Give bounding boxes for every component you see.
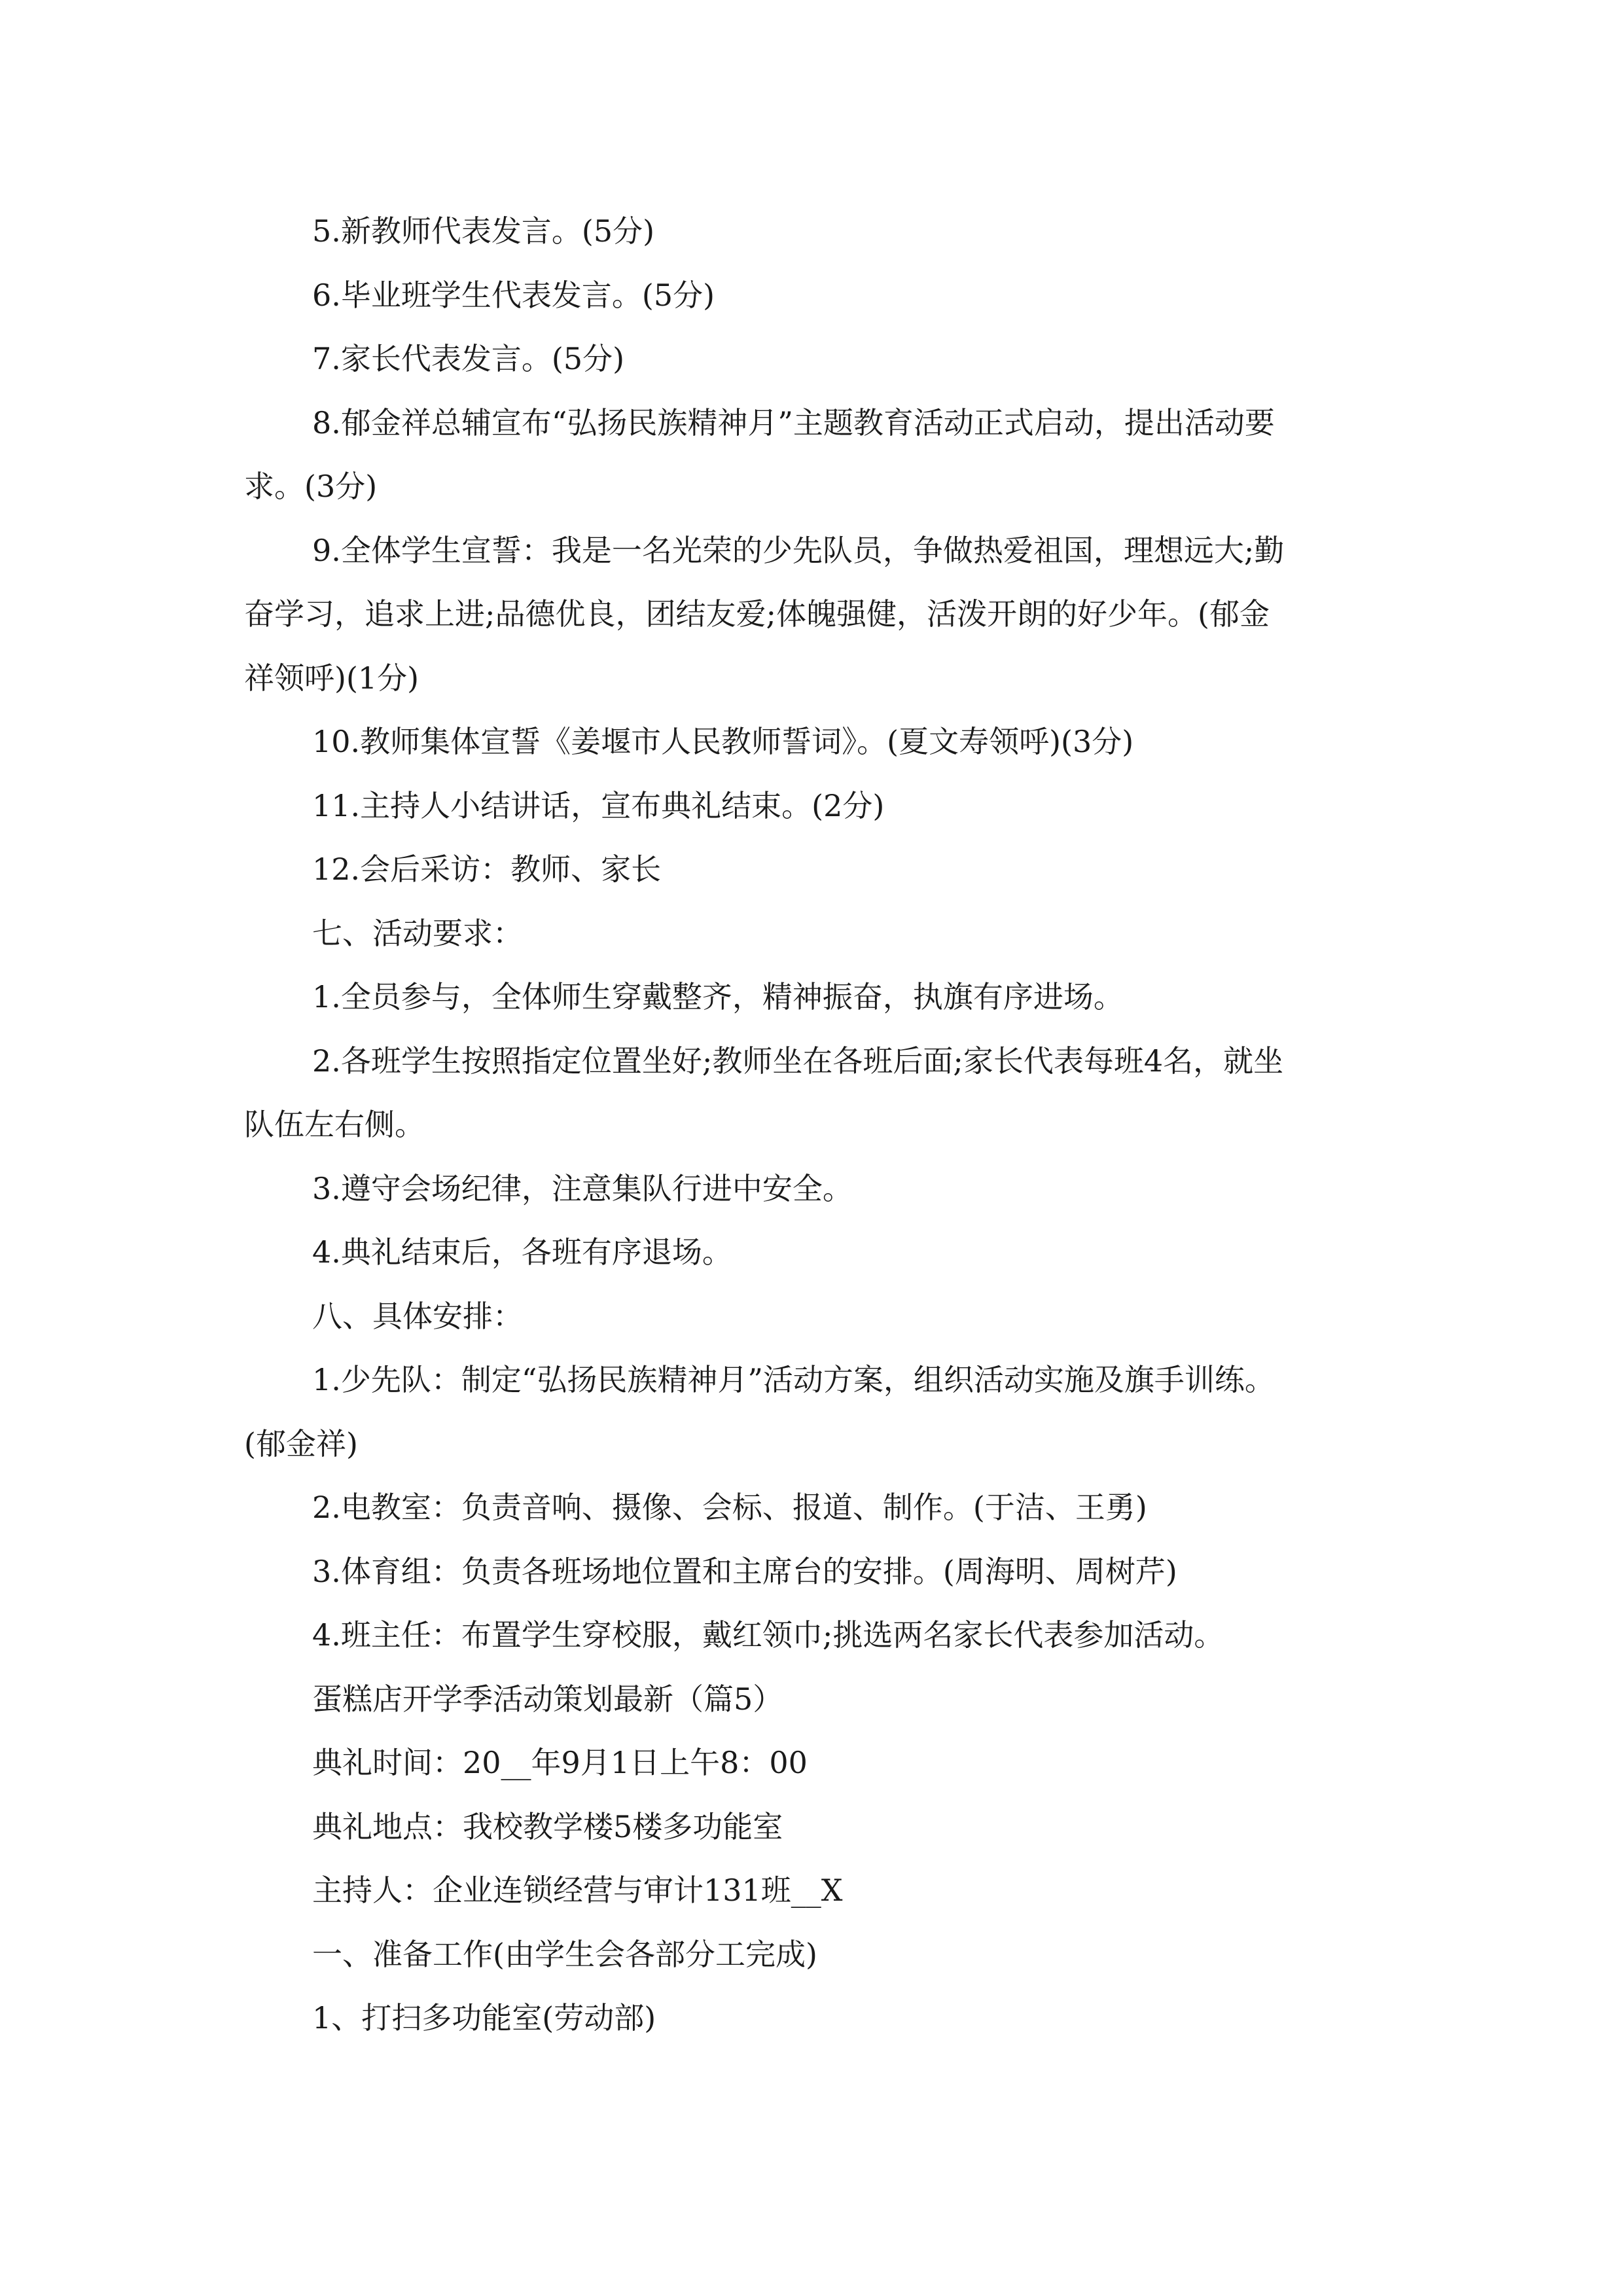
list-item-9: 9.全体学生宣誓：我是一名光荣的少先队员，争做热爱祖国，理想远大;勤 [312,532,1285,568]
arrangement-item-1: 1.少先队：制定“弘扬民族精神月”活动方案，组织活动实施及旗手训练。 [312,1362,1275,1397]
list-item-7: 7.家长代表发言。(5分) [312,341,625,376]
section-heading-requirements: 七、活动要求： [312,915,523,951]
ceremony-host: 主持人：企业连锁经营与审计131班__X [312,1873,843,1908]
list-item-6: 6.毕业班学生代表发言。(5分) [312,277,715,313]
list-item-9-continuation-2: 祥领呼)(1分) [244,660,419,696]
arrangement-item-3: 3.体育组：负责各班场地位置和主席台的安排。(周海明、周树芹) [312,1553,1177,1589]
section-heading-preparation: 一、准备工作(由学生会各部分工完成) [312,1936,817,1972]
article-title: 蛋糕店开学季活动策划最新（篇5） [312,1681,783,1717]
requirement-item-1: 1.全员参与，全体师生穿戴整齐，精神振奋，执旗有序进场。 [312,979,1124,1014]
list-item-10: 10.教师集体宣誓《姜堰市人民教师誓词》。(夏文寿领呼)(3分) [312,724,1134,759]
arrangement-item-1-continuation: (郁金祥) [244,1426,358,1462]
section-heading-arrangements: 八、具体安排： [312,1298,523,1334]
requirement-item-2-continuation: 队伍左右侧。 [244,1107,425,1142]
list-item-9-continuation-1: 奋学习，追求上进;品德优良，团结友爱;体魄强健，活泼开朗的好少年。(郁金 [244,596,1270,632]
preparation-item-1: 1、打扫多功能室(劳动部) [312,2000,656,2036]
ceremony-location: 典礼地点：我校教学楼5楼多功能室 [312,1808,783,1844]
list-item-11: 11.主持人小结讲话，宣布典礼结束。(2分) [312,787,885,823]
requirement-item-2: 2.各班学生按照指定位置坐好;教师坐在各班后面;家长代表每班4名，就坐 [312,1043,1284,1079]
list-item-8-continuation: 求。(3分) [244,469,378,504]
requirement-item-4: 4.典礼结束后，各班有序退场。 [312,1234,732,1270]
requirement-item-3: 3.遵守会场纪律，注意集队行进中安全。 [312,1170,853,1206]
document-body [244,200,1396,2051]
arrangement-item-2: 2.电教室：负责音响、摄像、会标、报道、制作。(于洁、王勇) [312,1490,1147,1525]
list-item-8: 8.郁金祥总辅宣布“弘扬民族精神月”主题教育活动正式启动，提出活动要 [312,404,1275,440]
ceremony-time: 典礼时间：20__年9月1日上午8：00 [312,1745,808,1780]
list-item-12: 12.会后采访：教师、家长 [312,852,662,887]
arrangement-item-4: 4.班主任：布置学生穿校服，戴红领巾;挑选两名家长代表参加活动。 [312,1617,1224,1653]
list-item-5: 5.新教师代表发言。(5分) [312,213,655,249]
